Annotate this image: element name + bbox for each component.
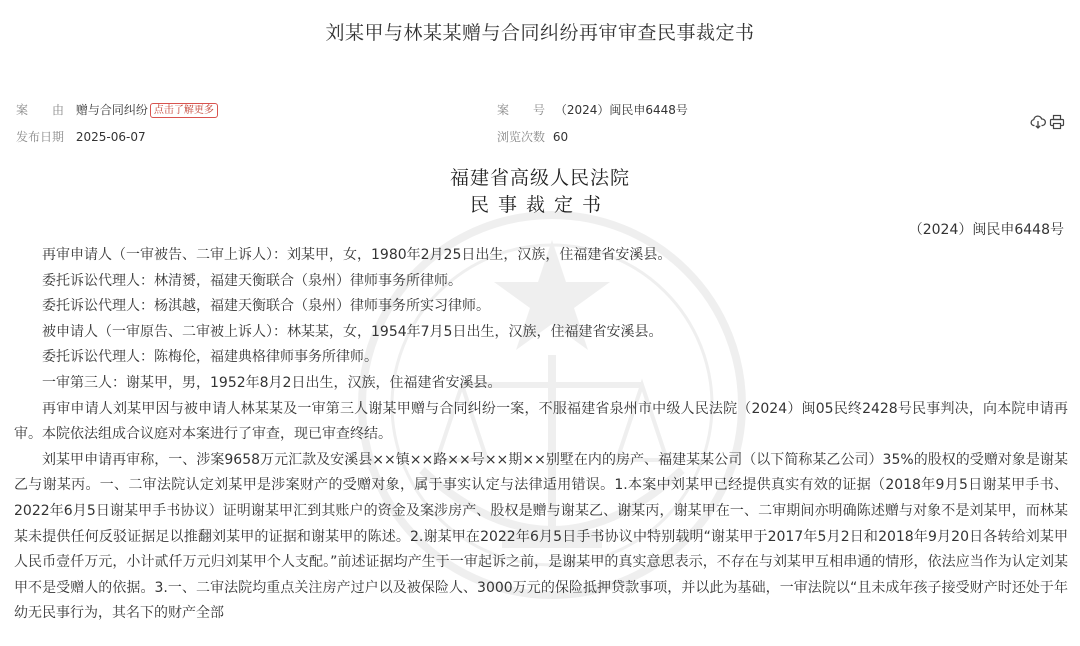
print-icon[interactable]: [1049, 114, 1065, 130]
views-label: 浏览次数: [497, 130, 546, 144]
document-title: 刘某甲与林某某赠与合同纠纷再审审查民事裁定书: [325, 22, 755, 44]
respondent-paragraph: 被申请人（一审原告、二审被上诉人）：林某某，女，1954年7月5日出生，汉族，住福建省安溪县。: [42, 323, 663, 340]
ruling-body: [14, 243, 1068, 627]
download-icon[interactable]: [1030, 114, 1046, 130]
applicant-paragraph: 再审申请人（一审被告、二审上诉人）：刘某甲，女，1980年2月25日出生，汉族，住福建省安溪县。: [42, 247, 672, 263]
views-row: [497, 128, 568, 145]
claims-paragraph: 刘某甲申请再审称，一、涉案9658万元汇款及安溪县××镇××路××号××期××别墅在内的房产、福建某某公司（以下简称某乙公司）35%的股权的受赠对象是谢某乙与谢某丙。一、二审法院认定刘某甲是涉案财产的受赠对象，属于事实认定与法律适用错误。1.本案中刘某甲已经提供真实有效的证据（2018年9月5日谢某甲手书、2022年6月5日谢某甲手书协议）证明谢某甲汇到其账户的资金及案涉房产、股权是赠与谢某乙、谢某丙，谢某甲在一、二审期间亦明确陈述赠与对象不是刘某甲，而林某某未提供任何反驳证据足以推翻刘某甲的证据和谢某甲的陈述。2.谢某甲在2022年6月5日手书协议中特别载明“谢某甲于2017年5月2日和2018年9月20日各转给刘某甲人民币壹仟万元，小计贰仟万元归刘某甲个人支配。”前述证据均产生于一审起诉之前，是谢某甲的真实意思表示，不存在与刘某甲互相串通的情形，依法应当作为认定刘某甲不是受赠人的依据。3.一、二审法院均重点关注房产过户以及被保险人、3000万元的保险抵押贷款事项，并以此为基础，一审法院以“且未成年孩子接受财产时还处于年幼无民事行为，其名下的财产全部: [14, 451, 1068, 622]
agent-paragraph-3: 委托诉讼代理人：陈梅伦，福建典格律师事务所律师。: [42, 349, 378, 366]
case-number-label: 案 号: [497, 103, 546, 117]
third-party-paragraph: 一审第三人：谢某甲，男，1952年8月2日出生，汉族，住福建省安溪县。: [42, 374, 502, 391]
ruling-type-heading: 民事裁定书: [469, 194, 610, 216]
case-cause-value: 赠与合同纠纷: [75, 103, 148, 117]
agent-paragraph-1: 委托诉讼代理人：林清赟，福建天衡联合（泉州）律师事务所律师。: [42, 272, 462, 289]
case-number-right: （2024）闽民申6448号: [908, 222, 1064, 238]
learn-more-link[interactable]: 点击了解更多: [150, 103, 218, 118]
court-name: 福建省高级人民法院: [449, 167, 630, 189]
publish-date-value: 2025-06-07: [75, 130, 146, 144]
publish-date-row: [16, 128, 146, 145]
case-number-row: [497, 101, 688, 118]
case-number-value: （2024）闽民申6448号: [554, 103, 688, 117]
views-value: 60: [552, 130, 569, 144]
publish-date-label: 发布日期: [16, 130, 65, 144]
procedure-paragraph: 再审申请人刘某甲因与被申请人林某某及一审第三人谢某甲赠与合同纠纷一案，不服福建省泉州市中级人民法院（2024）闽05民终2428号民事判决，向本院申请再审。本院依法组成合议庭对本案进行了审查，现已审查终结。: [14, 400, 1068, 443]
case-cause-row: [16, 101, 218, 118]
case-cause-label: 案 由: [16, 103, 65, 117]
agent-paragraph-2: 委托诉讼代理人：杨淇越，福建天衡联合（泉州）律师事务所实习律师。: [42, 298, 490, 315]
